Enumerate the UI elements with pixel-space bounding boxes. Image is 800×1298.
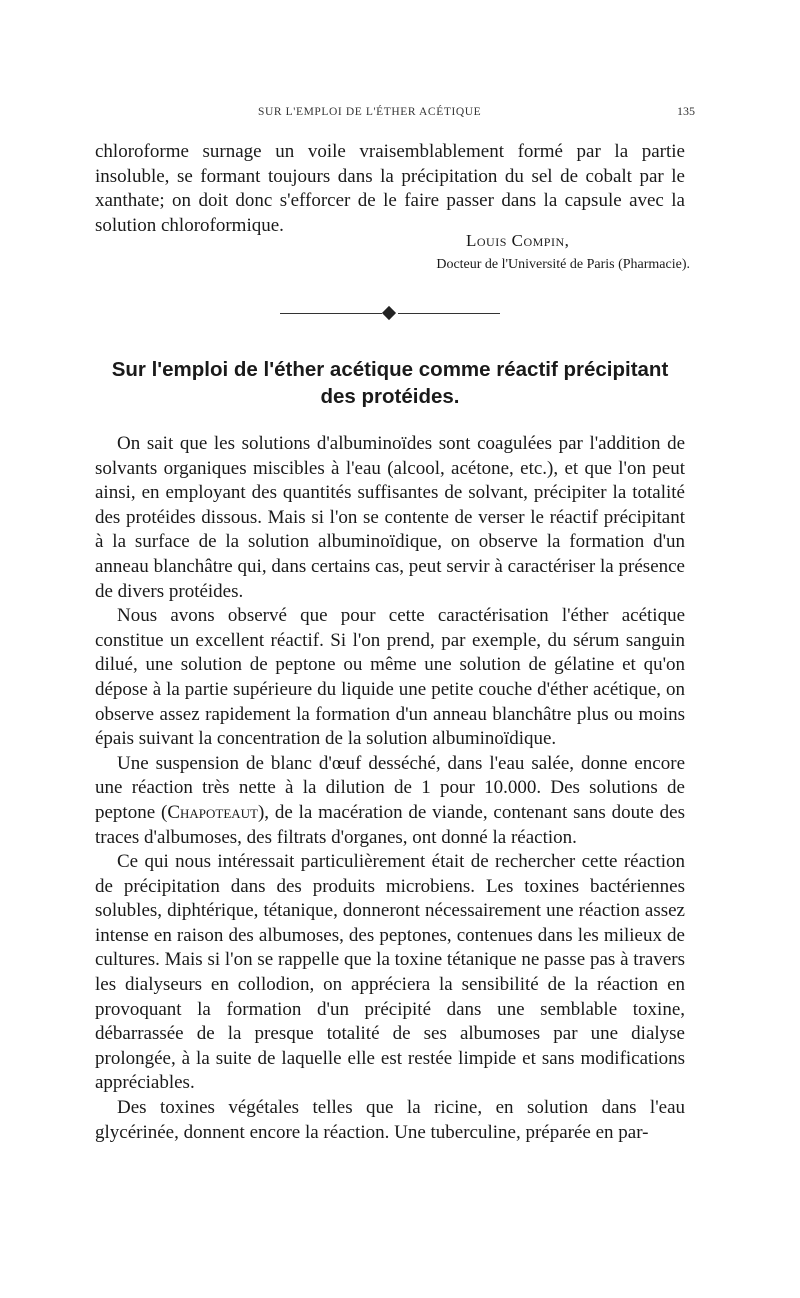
paragraph-3-part-2: ), de la macération de viande, contenant sans doute des traces d'albumoses, des filtrats d'organes, ont donné la réaction.: [95, 801, 685, 848]
article-title-line-2: des protéides.: [320, 385, 460, 408]
paragraph-3: [95, 752, 685, 850]
paragraph-3-name: Chapoteaut: [167, 801, 258, 823]
separator-line-left: [280, 313, 382, 314]
author-affiliation: Docteur de l'Université de Paris (Pharmacie).: [436, 257, 690, 272]
paragraph-3-part-1: Une suspension de blanc d'œuf desséché, dans l'eau salée, donne encore une réaction très nette à la dilution de 1 pour 10.000. Des solutions de peptone (: [95, 752, 685, 823]
author-signature: Louis Compin,: [466, 231, 570, 250]
section-separator: [280, 307, 500, 321]
page-number: 135: [677, 104, 695, 118]
separator-line-right: [398, 313, 500, 314]
continuation-text: chloroforme surnage un voile vraisemblablement formé par la partie insoluble, se formant toujours dans la précipitation du sel de cobalt par le xanthate; on doit donc s'efforcer de le faire passer dans la capsule avec la solution chloroformique.: [95, 141, 685, 236]
article-title: [95, 356, 685, 410]
diamond-ornament-icon: [382, 306, 396, 320]
article-body: [95, 432, 685, 1145]
paragraph-4: Ce qui nous intéressait particulièrement était de rechercher cette réaction de précipitation dans des produits microbiens. Les toxines bactériennes solubles, diphtérique, tétanique, donneront nécessairement une réaction assez intense en raison des albumoses, des peptones, contenues dans les milieux de cultures. Mais si l'on se rappelle que la toxine tétanique ne passe pas à travers les dialyseurs en collodion, on appréciera la sensibilité de la réaction en provoquant la formation d'un précipité dans une semblable toxine, débarrassée de la presque totalité de ses albumoses par une dialyse prolongée, à la suite de laquelle elle est restée limpide et sans modifications appréciables.: [95, 851, 685, 1094]
paragraph-1: On sait que les solutions d'albuminoïdes sont coagulées par l'addition de solvants organiques miscibles à l'eau (alcool, acétone, etc.), et que l'on peut ainsi, en employant des quantités suffisantes de solvant, précipiter la totalité des protéides dissous. Mais si l'on se contente de verser le réactif précipitant à la surface de la solution albuminoïdique, on observe la formation d'un anneau blanchâtre qui, dans certains cas, peut servir à caractériser la présence de divers protéides.: [95, 433, 685, 602]
paragraph-5: Des toxines végétales telles que la ricine, en solution dans l'eau glycérinée, donnent encore la réaction. Une tuberculine, préparée en par-: [95, 1097, 685, 1143]
article-title-line-1: Sur l'emploi de l'éther acétique comme réactif précipitant: [111, 358, 669, 381]
continuation-paragraph: [95, 140, 685, 238]
paragraph-2: Nous avons observé que pour cette caractérisation l'éther acétique constitue un excellent réactif. Si l'on prend, par exemple, du sérum sanguin dilué, une solution de peptone ou même une solution de gélatine et qu'on dépose à la partie supérieure du liquide une petite couche d'éther acétique, on observe assez rapidement la formation d'un anneau blanchâtre plus ou moins épais suivant la concentration de la solution albuminoïdique.: [95, 605, 685, 750]
running-head: SUR L'EMPLOI DE L'ÉTHER ACÉTIQUE: [258, 106, 482, 118]
